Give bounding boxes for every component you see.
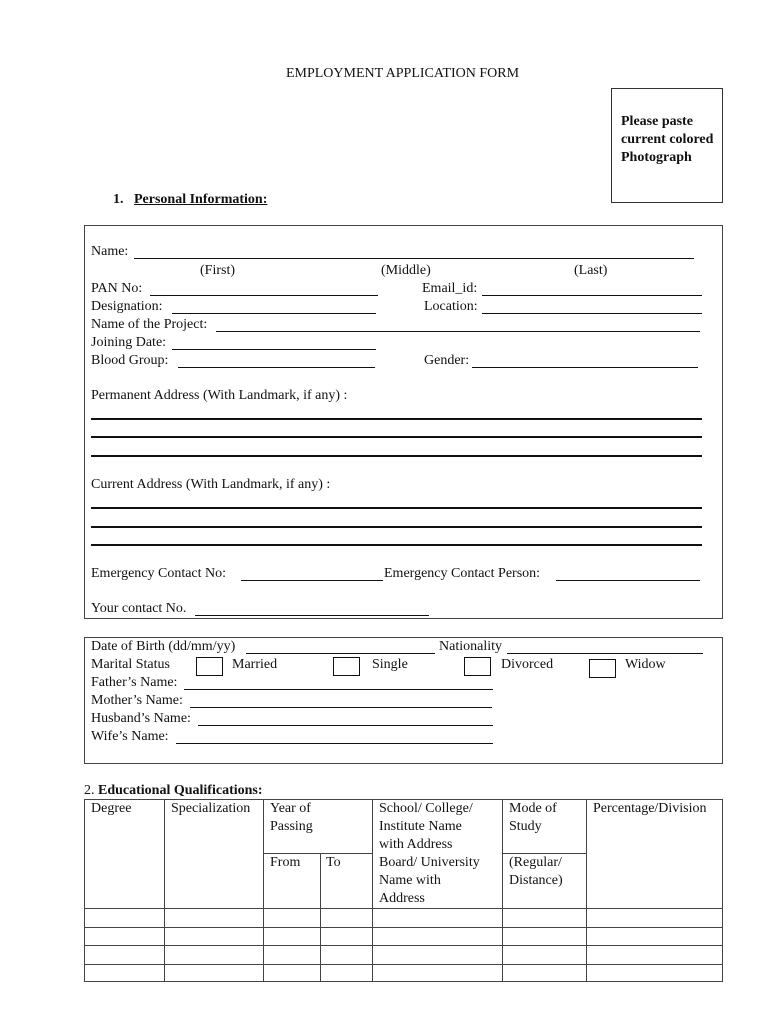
col-mode-line-1: Mode of <box>509 801 557 816</box>
col-school-line-3: with Address <box>379 837 453 852</box>
permanent-address-line-1[interactable] <box>91 418 702 420</box>
table-divider <box>263 799 264 982</box>
dob-field[interactable] <box>246 653 435 654</box>
mother-name-field[interactable] <box>190 707 492 708</box>
nationality-label: Nationality <box>439 639 502 654</box>
designation-label: Designation: <box>91 299 163 314</box>
emergency-contact-no-label: Emergency Contact No: <box>91 566 227 581</box>
married-checkbox[interactable] <box>196 657 223 676</box>
table-divider <box>502 799 503 982</box>
widow-label: Widow <box>625 657 666 672</box>
current-address-line-1[interactable] <box>91 507 702 509</box>
col-mode-line-3: (Regular/ <box>509 855 562 870</box>
table-divider <box>263 853 372 854</box>
email-field[interactable] <box>482 295 702 296</box>
col-school-line-2: Institute Name <box>379 819 462 834</box>
name-label: Name: <box>91 244 129 259</box>
col-to: To <box>326 855 341 870</box>
emergency-contact-no-field[interactable] <box>241 580 383 581</box>
permanent-address-line-3[interactable] <box>91 455 702 457</box>
table-divider <box>164 799 165 982</box>
contact-no-field[interactable] <box>195 615 429 616</box>
table-divider <box>502 853 586 854</box>
divorced-checkbox[interactable] <box>464 657 491 676</box>
permanent-address-line-2[interactable] <box>91 436 702 438</box>
emergency-contact-person-label: Emergency Contact Person: <box>384 566 541 581</box>
location-field[interactable] <box>482 313 702 314</box>
blood-group-field[interactable] <box>178 367 375 368</box>
table-divider <box>372 799 373 982</box>
col-from: From <box>270 855 301 870</box>
section-number: 1. <box>113 192 124 207</box>
email-label: Email_id: <box>422 281 478 296</box>
col-school-line-1: School/ College/ <box>379 801 473 816</box>
photo-box[interactable] <box>611 88 723 203</box>
section-title: Educational Qualifications: <box>98 783 263 798</box>
mother-name-label: Mother’s Name: <box>91 693 183 708</box>
joining-date-label: Joining Date: <box>91 335 167 350</box>
current-address-line-3[interactable] <box>91 544 702 546</box>
wife-name-field[interactable] <box>176 743 493 744</box>
photo-instruction: Please paste current colored Photograph <box>621 114 714 165</box>
middle-name-caption: (Middle) <box>381 263 431 278</box>
current-address-label: Current Address (With Landmark, if any) : <box>91 477 331 492</box>
project-field[interactable] <box>216 331 700 332</box>
table-row-divider <box>84 964 723 965</box>
dob-label: Date of Birth (dd/mm/yy) <box>91 639 236 654</box>
pan-label: PAN No: <box>91 281 143 296</box>
wife-name-label: Wife’s Name: <box>91 729 169 744</box>
emergency-contact-person-field[interactable] <box>556 580 700 581</box>
col-year-line-1: Year of <box>270 801 311 816</box>
last-name-caption: (Last) <box>574 263 608 278</box>
single-label: Single <box>372 657 408 672</box>
father-name-field[interactable] <box>184 689 493 690</box>
husband-name-label: Husband’s Name: <box>91 711 191 726</box>
table-divider <box>320 853 321 982</box>
designation-field[interactable] <box>172 313 376 314</box>
col-mode-line-4: Distance) <box>509 873 563 888</box>
section-education-heading <box>84 783 263 799</box>
section-personal-heading <box>113 192 267 208</box>
blood-group-label: Blood Group: <box>91 353 169 368</box>
gender-label: Gender: <box>424 353 470 368</box>
table-divider <box>586 799 587 982</box>
col-degree: Degree <box>91 801 132 816</box>
nationality-field[interactable] <box>507 653 703 654</box>
table-row-divider <box>84 927 723 928</box>
table-row-divider <box>84 908 723 909</box>
permanent-address-label: Permanent Address (With Landmark, if any) : <box>91 388 348 403</box>
joining-date-field[interactable] <box>172 349 376 350</box>
current-address-line-2[interactable] <box>91 526 702 528</box>
col-specialization: Specialization <box>171 801 251 816</box>
section-title: Personal Information: <box>134 192 268 207</box>
col-board-line-1: Board/ University <box>379 855 480 870</box>
divorced-label: Divorced <box>501 657 554 672</box>
col-board-line-2: Name with <box>379 873 441 888</box>
married-label: Married <box>232 657 278 672</box>
location-label: Location: <box>424 299 478 314</box>
contact-no-label: Your contact No. <box>91 601 187 616</box>
col-mode-line-2: Study <box>509 819 542 834</box>
gender-field[interactable] <box>472 367 698 368</box>
form-title: EMPLOYMENT APPLICATION FORM <box>285 66 520 81</box>
name-field[interactable] <box>134 258 694 259</box>
col-year-line-2: Passing <box>270 819 313 834</box>
col-board-line-3: Address <box>379 891 425 906</box>
widow-checkbox[interactable] <box>589 659 616 678</box>
col-percentage: Percentage/Division <box>593 801 707 816</box>
father-name-label: Father’s Name: <box>91 675 178 690</box>
first-name-caption: (First) <box>200 263 235 278</box>
personal-info-box <box>84 225 723 619</box>
single-checkbox[interactable] <box>333 657 360 676</box>
table-row-divider <box>84 945 723 946</box>
husband-name-field[interactable] <box>198 725 493 726</box>
section-number: 2. <box>84 783 95 798</box>
marital-status-label: Marital Status <box>91 657 170 672</box>
project-label: Name of the Project: <box>91 317 208 332</box>
pan-field[interactable] <box>150 295 378 296</box>
